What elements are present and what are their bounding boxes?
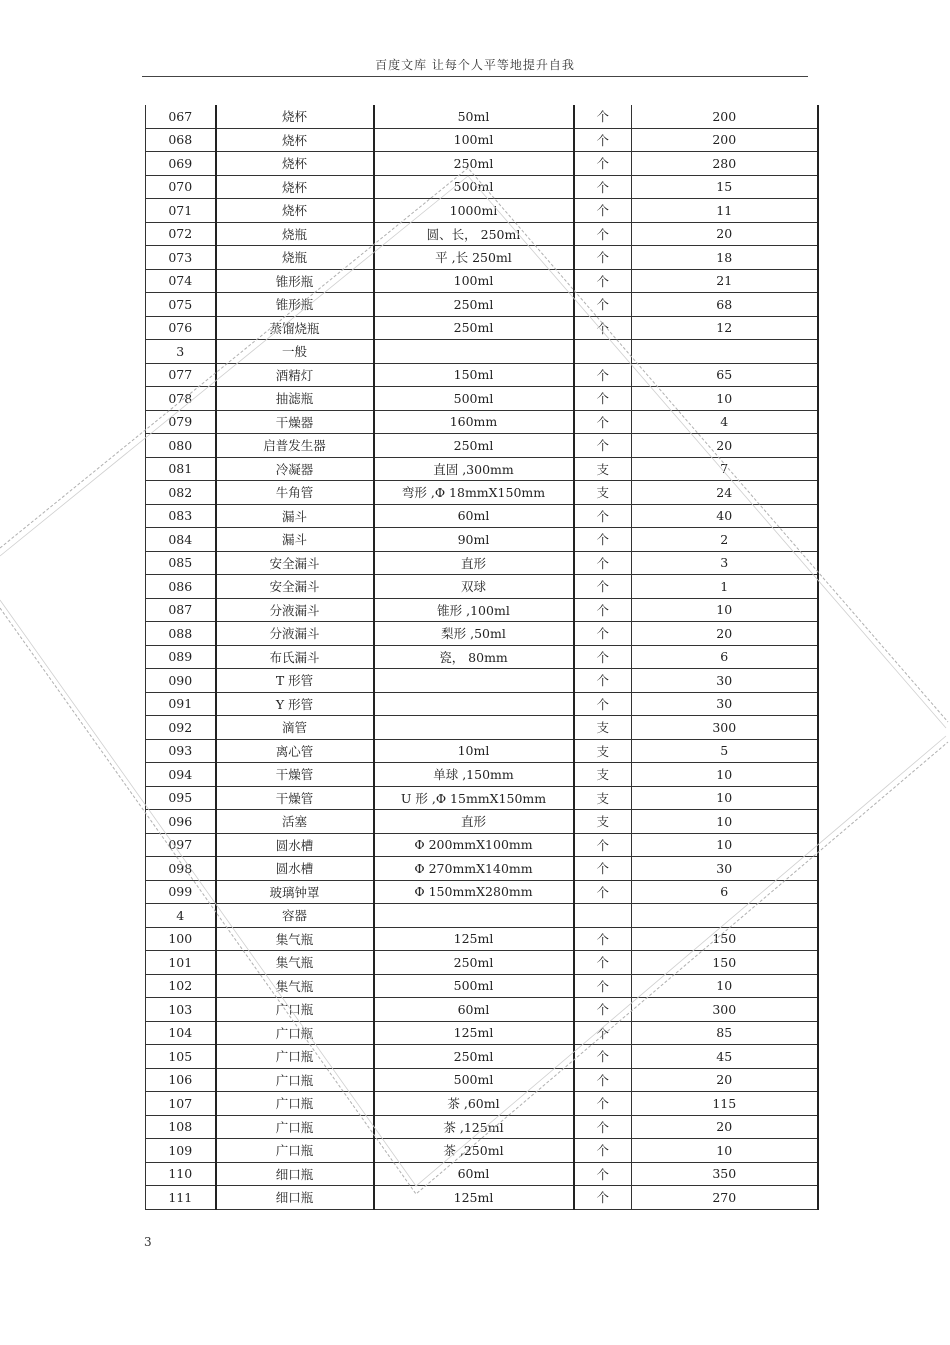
item-name: 容器 [216,904,374,928]
item-name: 烧瓶 [216,222,374,246]
item-spec: 60ml [374,1162,574,1186]
item-name: 漏斗 [216,528,374,552]
item-quantity: 21 [632,269,818,293]
item-name: 烧杯 [216,152,374,176]
item-unit: 支 [574,810,632,834]
item-quantity: 24 [632,481,818,505]
item-name: 集气瓶 [216,927,374,951]
item-name: 锥形瓶 [216,293,374,317]
item-number: 069 [146,152,216,176]
table-row [146,481,818,505]
item-number: 075 [146,293,216,317]
item-spec: 平 ,长 250ml [374,246,574,270]
item-quantity: 20 [632,1068,818,1092]
item-unit: 个 [574,504,632,528]
item-number: 091 [146,692,216,716]
table-row [146,410,818,434]
item-unit: 个 [574,387,632,411]
item-number: 3 [146,340,216,364]
table-row [146,998,818,1022]
item-number: 083 [146,504,216,528]
item-name: 活塞 [216,810,374,834]
item-spec: 梨形 ,50ml [374,622,574,646]
item-quantity [632,904,818,928]
table-row [146,387,818,411]
item-spec: 瓷， 80mm [374,645,574,669]
item-quantity: 20 [632,434,818,458]
item-quantity: 20 [632,222,818,246]
item-quantity: 15 [632,175,818,199]
item-name: 广口瓶 [216,1045,374,1069]
table-row [146,293,818,317]
item-spec: 500ml [374,974,574,998]
item-unit: 个 [574,598,632,622]
item-quantity: 30 [632,857,818,881]
item-unit: 个 [574,833,632,857]
table-row [146,763,818,787]
item-spec: 500ml [374,1068,574,1092]
item-quantity: 10 [632,598,818,622]
item-number: 081 [146,457,216,481]
item-quantity: 10 [632,387,818,411]
item-spec: 150ml [374,363,574,387]
item-number: 086 [146,575,216,599]
item-number: 084 [146,528,216,552]
item-name: 广口瓶 [216,1092,374,1116]
item-spec: 直固 ,300mm [374,457,574,481]
item-number: 111 [146,1186,216,1210]
item-number: 070 [146,175,216,199]
item-unit: 个 [574,998,632,1022]
item-name: 集气瓶 [216,974,374,998]
item-unit: 个 [574,1115,632,1139]
item-number: 088 [146,622,216,646]
item-spec: 单球 ,150mm [374,763,574,787]
item-unit: 个 [574,857,632,881]
item-unit: 个 [574,880,632,904]
item-name: 烧瓶 [216,246,374,270]
item-quantity [632,340,818,364]
item-unit: 个 [574,105,632,128]
page-header: 百度文库 让每个人平等地提升自我 [375,58,575,72]
item-unit: 个 [574,222,632,246]
item-unit: 个 [574,293,632,317]
item-unit: 个 [574,175,632,199]
item-unit: 个 [574,974,632,998]
item-number: 072 [146,222,216,246]
item-number: 092 [146,716,216,740]
item-quantity: 30 [632,669,818,693]
item-quantity: 300 [632,716,818,740]
table-row [146,1162,818,1186]
item-unit: 个 [574,528,632,552]
item-name: Y 形管 [216,692,374,716]
item-quantity: 150 [632,927,818,951]
item-unit: 支 [574,763,632,787]
table-row [146,716,818,740]
item-unit: 个 [574,434,632,458]
table-row [146,457,818,481]
item-name: 冷凝器 [216,457,374,481]
item-number: 071 [146,199,216,223]
item-unit: 个 [574,363,632,387]
table-row [146,528,818,552]
item-unit: 支 [574,457,632,481]
item-unit [574,904,632,928]
item-quantity: 65 [632,363,818,387]
item-spec: 茶 ,60ml [374,1092,574,1116]
item-name: 广口瓶 [216,1139,374,1163]
item-name: 安全漏斗 [216,575,374,599]
item-quantity: 6 [632,880,818,904]
item-number: 101 [146,951,216,975]
item-unit: 个 [574,951,632,975]
item-spec: 100ml [374,269,574,293]
inventory-table-body [146,105,818,1209]
table-row [146,1139,818,1163]
table-row [146,739,818,763]
item-unit: 支 [574,716,632,740]
item-quantity: 11 [632,199,818,223]
item-number: 105 [146,1045,216,1069]
item-quantity: 7 [632,457,818,481]
item-spec [374,716,574,740]
item-unit: 个 [574,1092,632,1116]
item-name: 安全漏斗 [216,551,374,575]
item-unit: 个 [574,927,632,951]
item-unit: 个 [574,645,632,669]
item-number: 102 [146,974,216,998]
item-number: 100 [146,927,216,951]
item-spec: 250ml [374,152,574,176]
item-name: 烧杯 [216,105,374,128]
table-row [146,222,818,246]
item-spec: 直形 [374,551,574,575]
item-quantity: 85 [632,1021,818,1045]
item-spec: 1000ml [374,199,574,223]
table-row [146,1115,818,1139]
item-quantity: 1 [632,575,818,599]
item-unit: 个 [574,622,632,646]
item-unit: 个 [574,316,632,340]
item-unit: 个 [574,575,632,599]
table-row [146,175,818,199]
item-name: 干燥管 [216,786,374,810]
item-number: 093 [146,739,216,763]
item-spec: 圆、长， 250ml [374,222,574,246]
item-number: 082 [146,481,216,505]
item-name: 广口瓶 [216,1021,374,1045]
item-quantity: 3 [632,551,818,575]
item-quantity: 12 [632,316,818,340]
table-row [146,434,818,458]
table-row [146,504,818,528]
item-spec: Φ 150mmX280mm [374,880,574,904]
item-number: 095 [146,786,216,810]
item-name: 滴管 [216,716,374,740]
table-row [146,622,818,646]
item-number: 106 [146,1068,216,1092]
item-name: 布氏漏斗 [216,645,374,669]
table-row [146,974,818,998]
item-spec: 250ml [374,1045,574,1069]
table-row [146,927,818,951]
item-name: 烧杯 [216,199,374,223]
item-unit: 个 [574,269,632,293]
item-spec [374,340,574,364]
item-quantity: 2 [632,528,818,552]
item-spec: 60ml [374,504,574,528]
table-row [146,575,818,599]
item-unit: 支 [574,786,632,810]
table-row [146,880,818,904]
item-spec: 250ml [374,293,574,317]
item-quantity: 20 [632,622,818,646]
item-name: 圆水槽 [216,857,374,881]
item-quantity: 10 [632,1139,818,1163]
item-quantity: 200 [632,128,818,152]
item-unit: 个 [574,692,632,716]
item-number: 110 [146,1162,216,1186]
item-unit [574,340,632,364]
item-number: 067 [146,105,216,128]
item-quantity: 350 [632,1162,818,1186]
item-spec [374,669,574,693]
item-unit: 个 [574,1186,632,1210]
item-name: 一般 [216,340,374,364]
table-row [146,1045,818,1069]
item-name: 抽滤瓶 [216,387,374,411]
item-name: 分液漏斗 [216,622,374,646]
item-spec: 125ml [374,1021,574,1045]
header-rule [142,76,808,77]
item-spec: 125ml [374,927,574,951]
item-name: 分液漏斗 [216,598,374,622]
item-number: 077 [146,363,216,387]
item-number: 076 [146,316,216,340]
item-unit: 个 [574,152,632,176]
item-name: 集气瓶 [216,951,374,975]
item-name: 广口瓶 [216,1115,374,1139]
item-spec: 160mm [374,410,574,434]
table-row [146,1068,818,1092]
table-row [146,269,818,293]
item-number: 098 [146,857,216,881]
table-row [146,363,818,387]
item-number: 108 [146,1115,216,1139]
item-name: 干燥器 [216,410,374,434]
item-number: 078 [146,387,216,411]
table-row [146,833,818,857]
item-quantity: 270 [632,1186,818,1210]
item-unit: 个 [574,1045,632,1069]
table-row [146,1092,818,1116]
item-quantity: 200 [632,105,818,128]
item-unit: 个 [574,128,632,152]
item-number: 085 [146,551,216,575]
item-quantity: 30 [632,692,818,716]
item-name: 离心管 [216,739,374,763]
item-quantity: 150 [632,951,818,975]
item-spec: 茶 ,125ml [374,1115,574,1139]
item-spec: 50ml [374,105,574,128]
item-spec: 锥形 ,100ml [374,598,574,622]
item-spec: 250ml [374,434,574,458]
item-name: 蒸馏烧瓶 [216,316,374,340]
table-row [146,199,818,223]
table-row [146,645,818,669]
item-number: 109 [146,1139,216,1163]
table-row [146,1186,818,1210]
item-quantity: 4 [632,410,818,434]
item-unit: 支 [574,481,632,505]
item-name: 烧杯 [216,128,374,152]
item-unit: 个 [574,199,632,223]
item-number: 103 [146,998,216,1022]
item-name: T 形管 [216,669,374,693]
item-number: 099 [146,880,216,904]
table-row [146,128,818,152]
item-quantity: 300 [632,998,818,1022]
item-quantity: 10 [632,810,818,834]
item-unit: 个 [574,246,632,270]
item-quantity: 10 [632,974,818,998]
item-name: 圆水槽 [216,833,374,857]
item-name: 牛角管 [216,481,374,505]
item-quantity: 20 [632,1115,818,1139]
item-name: 锥形瓶 [216,269,374,293]
item-name: 玻璃钟罩 [216,880,374,904]
item-quantity: 280 [632,152,818,176]
item-number: 087 [146,598,216,622]
item-number: 104 [146,1021,216,1045]
item-name: 酒精灯 [216,363,374,387]
item-number: 079 [146,410,216,434]
item-name: 细口瓶 [216,1186,374,1210]
item-spec: 10ml [374,739,574,763]
item-number: 107 [146,1092,216,1116]
item-number: 073 [146,246,216,270]
item-quantity: 6 [632,645,818,669]
table-row [146,692,818,716]
item-unit: 个 [574,1162,632,1186]
item-spec: 90ml [374,528,574,552]
table-row [146,857,818,881]
item-quantity: 115 [632,1092,818,1116]
item-quantity: 18 [632,246,818,270]
item-number: 068 [146,128,216,152]
item-unit: 个 [574,1139,632,1163]
table-row [146,152,818,176]
table-row [146,810,818,834]
item-spec: 直形 [374,810,574,834]
item-number: 4 [146,904,216,928]
table-row [146,598,818,622]
table-row [146,786,818,810]
item-spec [374,904,574,928]
item-number: 089 [146,645,216,669]
item-spec: 125ml [374,1186,574,1210]
item-name: 漏斗 [216,504,374,528]
item-unit: 支 [574,739,632,763]
table-row [146,951,818,975]
item-spec: 500ml [374,175,574,199]
item-name: 细口瓶 [216,1162,374,1186]
item-unit: 个 [574,1068,632,1092]
item-quantity: 5 [632,739,818,763]
item-quantity: 10 [632,833,818,857]
item-unit: 个 [574,551,632,575]
table-row [146,316,818,340]
item-number: 094 [146,763,216,787]
item-number: 097 [146,833,216,857]
table-row [146,105,818,128]
item-spec: Φ 270mmX140mm [374,857,574,881]
item-spec: 双球 [374,575,574,599]
item-number: 080 [146,434,216,458]
item-name: 广口瓶 [216,998,374,1022]
item-name: 烧杯 [216,175,374,199]
item-spec: 250ml [374,951,574,975]
table-row [146,340,818,364]
item-name: 干燥管 [216,763,374,787]
item-spec: 500ml [374,387,574,411]
table-row [146,669,818,693]
item-spec: 100ml [374,128,574,152]
item-unit: 个 [574,669,632,693]
table-row [146,246,818,270]
item-number: 096 [146,810,216,834]
item-number: 074 [146,269,216,293]
item-quantity: 40 [632,504,818,528]
item-spec: U 形 ,Φ 15mmX150mm [374,786,574,810]
item-number: 090 [146,669,216,693]
item-spec [374,692,574,716]
item-spec: 茶 ,250ml [374,1139,574,1163]
item-name: 启普发生器 [216,434,374,458]
item-unit: 个 [574,1021,632,1045]
item-spec: 60ml [374,998,574,1022]
item-spec: 250ml [374,316,574,340]
item-unit: 个 [574,410,632,434]
item-quantity: 45 [632,1045,818,1069]
inventory-table [145,105,819,1210]
page-number: 3 [144,1235,152,1249]
table-row [146,551,818,575]
table-row [146,1021,818,1045]
item-quantity: 68 [632,293,818,317]
item-spec: 弯形 ,Φ 18mmX150mm [374,481,574,505]
item-quantity: 10 [632,763,818,787]
item-name: 广口瓶 [216,1068,374,1092]
item-spec: Φ 200mmX100mm [374,833,574,857]
table-row [146,904,818,928]
item-quantity: 10 [632,786,818,810]
